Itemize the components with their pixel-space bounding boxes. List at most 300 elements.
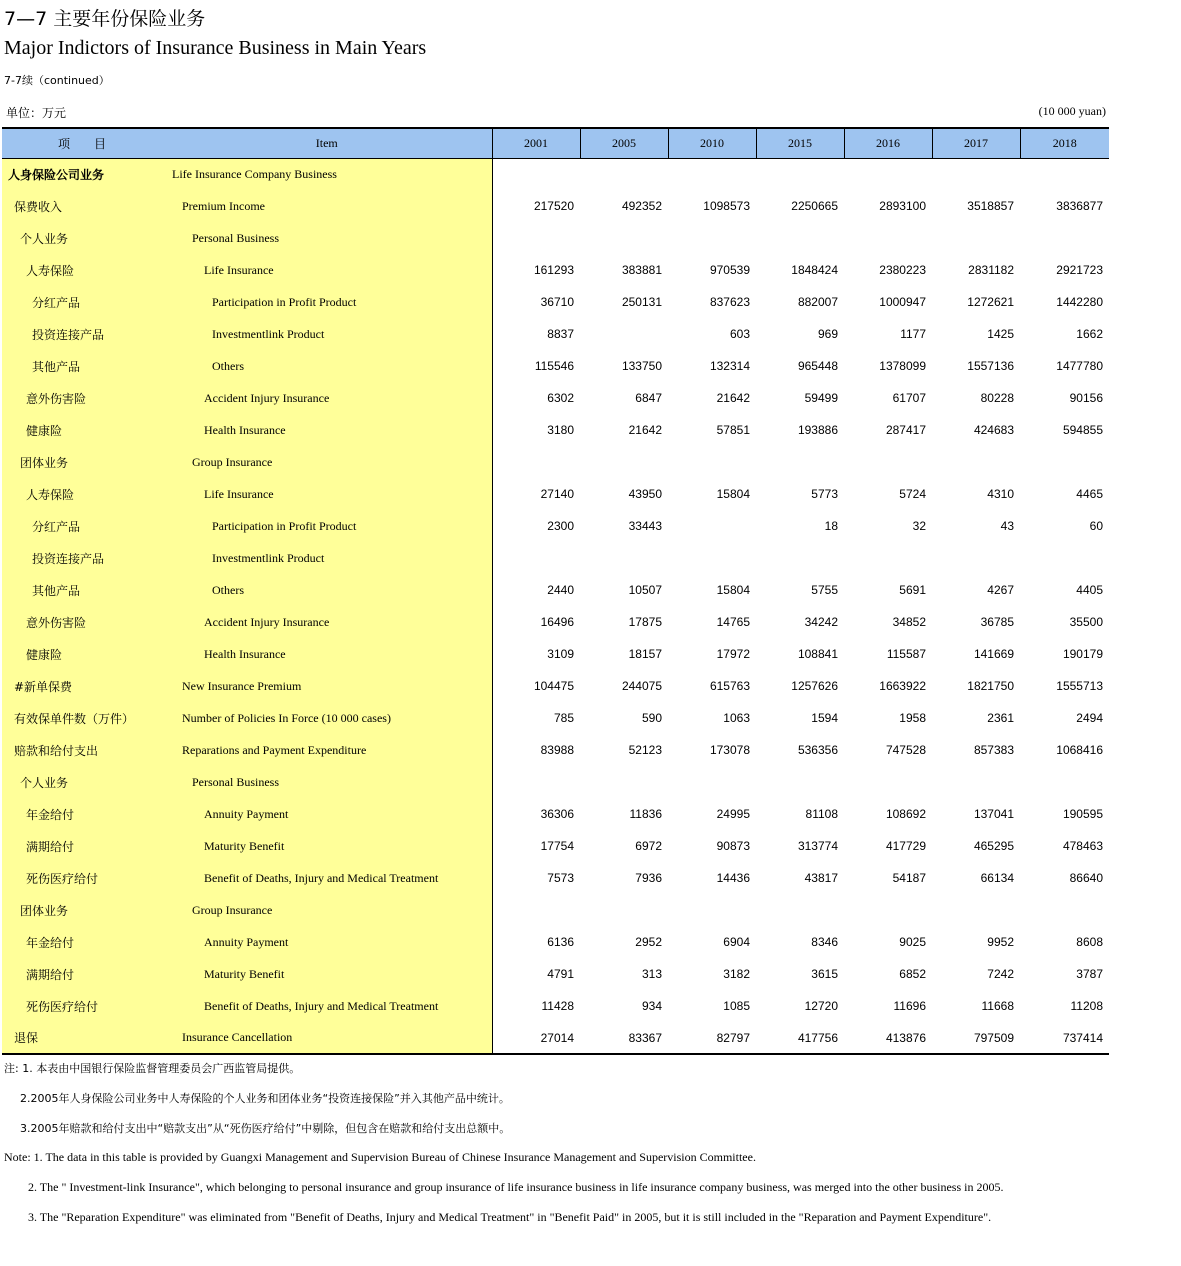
row-label-cn: 退保 [2,1022,162,1054]
value-cell: 57851 [716,423,750,437]
value-cell: 43950 [628,487,662,501]
value-cell: 1425 [987,327,1014,341]
row-label-en: Benefit of Deaths, Injury and Medical Treatment [162,990,492,1022]
value-cell: 32 [912,519,926,533]
table-row [2,158,1109,190]
value-cell: 857383 [973,743,1014,757]
value-cell: 6904 [723,935,750,949]
value-cell: 133750 [621,359,662,373]
value-cell: 1378099 [879,359,926,373]
footnote-line: 2. The " Investment-link Insurance", which belonging to personal insurance and group insurance of life insurance business in life insurance company business, was merged into the other business in 2005. [28,1180,1004,1194]
value-cell: 965448 [797,359,838,373]
value-cell: 24995 [716,807,750,821]
row-label-cn: 意外伤害险 [2,606,162,638]
value-cell: 413876 [844,1022,932,1054]
header-year: 2018 [1020,128,1109,158]
row-label-cn: 赔款和给付支出 [2,734,162,766]
header-year: 2001 [492,128,580,158]
value-cell: 60 [1089,519,1103,533]
value-cell [1020,542,1109,574]
row-label-cn: 死伤医疗给付 [2,990,162,1022]
value-cell [932,766,1020,798]
value-cell: 1068416 [1056,743,1103,757]
row-label-en: Reparations and Payment Expenditure [162,734,492,766]
row-label-en: Group Insurance [162,446,492,478]
row-label-en: Investmentlink Product [162,318,492,350]
value-cell: 108692 [885,807,926,821]
table-row [2,606,1109,638]
value-cell: 11668 [981,999,1014,1013]
value-cell: 970539 [709,263,750,277]
header-item-en: Item [162,128,492,158]
row-label-en: Life Insurance [162,254,492,286]
value-cell: 4405 [1076,583,1103,597]
value-cell: 33443 [628,519,662,533]
row-label-cn: 满期给付 [2,830,162,862]
value-cell: 383881 [621,263,662,277]
value-cell: 2300 [547,519,574,533]
row-label-cn: 意外伤害险 [2,382,162,414]
value-cell: 313774 [797,839,838,853]
row-label-cn: 人身保险公司业务 [2,158,162,190]
page-title-cn: 7—7 主要年份保险业务 [4,8,206,30]
value-cell: 9952 [987,935,1014,949]
value-cell: 161293 [533,263,574,277]
value-cell: 1063 [723,711,750,725]
value-cell: 83988 [540,743,574,757]
value-cell [580,542,668,574]
header-year: 2016 [844,128,932,158]
value-cell: 4791 [547,967,574,981]
table-row [2,510,1109,542]
value-cell: 3518857 [967,199,1014,213]
value-cell: 17972 [716,647,750,661]
row-label-en: New Insurance Premium [162,670,492,702]
value-cell: 3180 [547,423,574,437]
value-cell [668,222,756,254]
table-row [2,990,1109,1022]
value-cell: 190595 [1062,807,1103,821]
value-cell: 5773 [811,487,838,501]
row-label-en: Personal Business [162,766,492,798]
row-label-cn: 满期给付 [2,958,162,990]
footnote-line: 3.2005年赔款和给付支出中“赔款支出”从“死伤医疗给付”中剔除，但包含在赔款和给付支出总额中。 [20,1122,511,1135]
value-cell: 7242 [987,967,1014,981]
value-cell: 1000947 [879,295,926,309]
value-cell: 7573 [547,871,574,885]
value-cell [668,446,756,478]
value-cell: 5724 [899,487,926,501]
value-cell: 6852 [899,967,926,981]
value-cell: 837623 [709,295,750,309]
value-cell: 3182 [723,967,750,981]
row-label-cn: 分红产品 [2,286,162,318]
table-row [2,638,1109,670]
header-item-cn: 项 目 [2,128,162,158]
row-label-cn: #新单保费 [2,670,162,702]
value-cell: 90156 [1069,391,1103,405]
value-cell: 14436 [716,871,750,885]
value-cell: 3615 [811,967,838,981]
value-cell [844,766,932,798]
value-cell: 59499 [804,391,838,405]
value-cell: 2440 [547,583,574,597]
value-cell: 43 [1000,519,1014,533]
table-row [2,670,1109,702]
value-cell: 797509 [932,1022,1020,1054]
value-cell: 8608 [1076,935,1103,949]
row-label-cn: 投资连接产品 [2,542,162,574]
value-cell [492,158,580,190]
value-cell: 417729 [885,839,926,853]
table-row [2,798,1109,830]
value-cell: 104475 [533,679,574,693]
value-cell: 1085 [723,999,750,1013]
row-label-cn: 人寿保险 [2,478,162,510]
value-cell: 934 [641,999,662,1013]
table-header-row [2,128,1109,158]
value-cell [756,222,844,254]
value-cell [668,542,756,574]
value-cell: 27014 [492,1022,580,1054]
table-row [2,542,1109,574]
value-cell: 21642 [716,391,750,405]
value-cell: 2952 [635,935,662,949]
value-cell: 287417 [885,423,926,437]
value-cell: 9025 [899,935,926,949]
value-cell: 4267 [987,583,1014,597]
value-cell: 81108 [805,807,838,821]
value-cell: 80228 [980,391,1014,405]
value-cell: 1555713 [1056,679,1103,693]
value-cell: 36306 [540,807,574,821]
value-cell: 34852 [892,615,926,629]
value-cell: 244075 [621,679,662,693]
row-label-cn: 其他产品 [2,574,162,606]
value-cell [492,446,580,478]
row-label-cn: 其他产品 [2,350,162,382]
row-label-en: Participation in Profit Product [162,286,492,318]
row-label-cn: 团体业务 [2,894,162,926]
value-cell: 7936 [635,871,662,885]
value-cell [756,158,844,190]
value-cell: 3836877 [1056,199,1103,213]
row-label-en: Health Insurance [162,414,492,446]
footnote-line: Note: 1. The data in this table is provided by Guangxi Management and Supervision Bureau of Chinese Insurance Management and Supervision Committee. [4,1150,756,1164]
value-cell: 1272621 [967,295,1014,309]
value-cell: 35500 [1069,615,1103,629]
value-cell [932,542,1020,574]
value-cell [492,222,580,254]
value-cell: 1177 [900,327,926,341]
footnote-line: 3. The "Reparation Expenditure" was eliminated from "Benefit of Deaths, Injury and Medical Treatment" in "Benefit Paid" in 2005, but it is still included in the "Reparation and Payment Expenditure". [28,1210,992,1224]
value-cell: 18 [824,519,838,533]
value-cell: 615763 [709,679,750,693]
value-cell: 16496 [540,615,574,629]
row-label-cn: 死伤医疗给付 [2,862,162,894]
value-cell: 2921723 [1056,263,1103,277]
value-cell [932,222,1020,254]
row-label-en: Annuity Payment [162,926,492,958]
value-cell: 108841 [797,647,838,661]
row-label-en: Group Insurance [162,894,492,926]
value-cell: 18157 [628,647,662,661]
value-cell: 590 [641,711,662,725]
value-cell [932,894,1020,926]
table-row [2,734,1109,766]
value-cell: 173078 [709,743,750,757]
value-cell: 1821750 [967,679,1014,693]
row-label-cn: 保费收入 [2,190,162,222]
table-row [2,862,1109,894]
value-cell: 2361 [987,711,1014,725]
value-cell: 4465 [1076,487,1103,501]
value-cell: 190179 [1062,647,1103,661]
value-cell: 1848424 [791,263,838,277]
row-label-en: Others [162,350,492,382]
value-cell: 193886 [797,423,838,437]
value-cell: 8837 [547,327,574,341]
table-row [2,286,1109,318]
insurance-table [2,127,1109,1055]
value-cell: 1477780 [1056,359,1103,373]
value-cell [492,542,580,574]
row-label-cn: 年金给付 [2,798,162,830]
header-year: 2010 [668,128,756,158]
value-cell [668,766,756,798]
footnote-line: 注: 1. 本表由中国银行保险监督管理委员会广西监管局提供。 [4,1062,301,1075]
row-label-cn: 有效保单件数（万件） [2,702,162,734]
unit-label-cn: 单位：万元 [6,106,67,120]
row-label-en: Annuity Payment [162,798,492,830]
value-cell: 6847 [635,391,662,405]
footnote-line: 2.2005年人身保险公司业务中人寿保险的个人业务和团体业务“投资连接保险”并入其他产品中统计。 [20,1092,510,1105]
value-cell: 15804 [716,487,750,501]
value-cell [580,446,668,478]
table-row [2,958,1109,990]
header-year: 2015 [756,128,844,158]
value-cell: 492352 [621,199,662,213]
row-label-cn: 人寿保险 [2,254,162,286]
table-row [2,190,1109,222]
row-label-cn: 团体业务 [2,446,162,478]
value-cell: 6972 [635,839,662,853]
value-cell: 536356 [797,743,838,757]
value-cell: 313 [641,967,662,981]
table-row [2,894,1109,926]
row-label-en: Investmentlink Product [162,542,492,574]
row-label-en: Accident Injury Insurance [162,382,492,414]
value-cell: 465295 [973,839,1014,853]
row-label-cn: 个人业务 [2,222,162,254]
value-cell [668,894,756,926]
row-label-en: Personal Business [162,222,492,254]
value-cell [932,158,1020,190]
value-cell [668,510,756,542]
row-label-cn: 个人业务 [2,766,162,798]
value-cell: 6302 [547,391,574,405]
value-cell: 1442280 [1056,295,1103,309]
value-cell [844,542,932,574]
value-cell: 737414 [1020,1022,1109,1054]
value-cell [1020,766,1109,798]
value-cell: 747528 [885,743,926,757]
value-cell [1020,158,1109,190]
value-cell: 132314 [709,359,750,373]
unit-label-en: (10 000 yuan) [1038,104,1106,118]
value-cell: 83367 [580,1022,668,1054]
table-row [2,350,1109,382]
value-cell [492,894,580,926]
value-cell [756,446,844,478]
value-cell: 1958 [899,711,926,725]
value-cell [1020,894,1109,926]
value-cell: 11428 [541,999,574,1013]
value-cell [580,222,668,254]
row-label-en: Accident Injury Insurance [162,606,492,638]
value-cell: 86640 [1069,871,1103,885]
value-cell: 5755 [811,583,838,597]
value-cell [580,158,668,190]
value-cell: 11836 [629,807,662,821]
row-label-en: Life Insurance [162,478,492,510]
table-row [2,830,1109,862]
row-label-en: Benefit of Deaths, Injury and Medical Treatment [162,862,492,894]
value-cell: 10507 [628,583,662,597]
header-year: 2005 [580,128,668,158]
value-cell: 417756 [756,1022,844,1054]
value-cell: 250131 [621,295,662,309]
table-body [2,158,1109,1054]
value-cell: 43817 [804,871,838,885]
value-cell: 424683 [973,423,1014,437]
value-cell: 1663922 [879,679,926,693]
row-label-cn: 投资连接产品 [2,318,162,350]
table-row [2,318,1109,350]
value-cell [756,542,844,574]
value-cell: 1557136 [967,359,1014,373]
value-cell: 17875 [628,615,662,629]
value-cell [1020,222,1109,254]
row-label-en: Participation in Profit Product [162,510,492,542]
value-cell: 594855 [1062,423,1103,437]
value-cell: 14765 [716,615,750,629]
value-cell [844,446,932,478]
value-cell: 3787 [1076,967,1103,981]
value-cell: 17754 [540,839,574,853]
value-cell: 1662 [1076,327,1103,341]
value-cell: 2250665 [791,199,838,213]
header-year: 2017 [932,128,1020,158]
table-row [2,254,1109,286]
value-cell: 36710 [540,295,574,309]
value-cell [580,894,668,926]
value-cell: 12720 [804,999,838,1013]
value-cell: 15804 [716,583,750,597]
row-label-cn: 分红产品 [2,510,162,542]
value-cell: 34242 [804,615,838,629]
table-subtitle: 7-7续（continued） [4,74,110,87]
value-cell: 217520 [533,199,574,213]
row-label-cn: 健康险 [2,414,162,446]
table-row [2,222,1109,254]
value-cell: 141669 [973,647,1014,661]
value-cell: 478463 [1062,839,1103,853]
row-label-en: Insurance Cancellation [162,1022,492,1054]
row-label-en: Maturity Benefit [162,830,492,862]
value-cell: 90873 [716,839,750,853]
value-cell: 115587 [886,647,926,661]
table-row [2,926,1109,958]
value-cell [1020,446,1109,478]
table-row [2,766,1109,798]
value-cell [844,222,932,254]
value-cell: 21642 [628,423,662,437]
value-cell: 11696 [893,999,926,1013]
value-cell: 137041 [973,807,1014,821]
row-label-en: Number of Policies In Force (10 000 cases) [162,702,492,734]
row-label-en: Health Insurance [162,638,492,670]
value-cell: 11208 [1070,999,1103,1013]
row-label-en: Maturity Benefit [162,958,492,990]
value-cell [932,446,1020,478]
value-cell: 2831182 [968,263,1014,277]
row-label-en: Life Insurance Company Business [162,158,492,190]
value-cell: 969 [817,327,838,341]
value-cell: 4310 [987,487,1014,501]
value-cell: 785 [553,711,574,725]
value-cell: 27140 [540,487,574,501]
value-cell: 2494 [1076,711,1103,725]
value-cell [756,766,844,798]
row-label-en: Premium Income [162,190,492,222]
value-cell: 36785 [980,615,1014,629]
value-cell: 82797 [668,1022,756,1054]
value-cell: 882007 [797,295,838,309]
table-row [2,702,1109,734]
value-cell [492,766,580,798]
value-cell: 1257626 [791,679,838,693]
value-cell: 52123 [628,743,662,757]
value-cell: 2893100 [879,199,926,213]
value-cell: 115546 [534,359,574,373]
value-cell: 1098573 [703,199,750,213]
row-label-cn: 年金给付 [2,926,162,958]
table-row [2,446,1109,478]
table-row [2,478,1109,510]
value-cell [756,894,844,926]
table-row [2,414,1109,446]
table-row [2,382,1109,414]
value-cell [844,894,932,926]
value-cell: 2380223 [879,263,926,277]
value-cell [580,766,668,798]
row-label-cn: 健康险 [2,638,162,670]
value-cell [580,318,668,350]
value-cell: 1594 [811,711,838,725]
value-cell: 54187 [892,871,926,885]
table-row [2,574,1109,606]
value-cell: 6136 [547,935,574,949]
value-cell: 8346 [811,935,838,949]
value-cell: 66134 [980,871,1014,885]
row-label-en: Others [162,574,492,606]
value-cell: 3109 [547,647,574,661]
table-row [2,1022,1109,1054]
value-cell: 61707 [892,391,926,405]
value-cell [844,158,932,190]
page-title-en: Major Indictors of Insurance Business in Main Years [4,37,427,59]
